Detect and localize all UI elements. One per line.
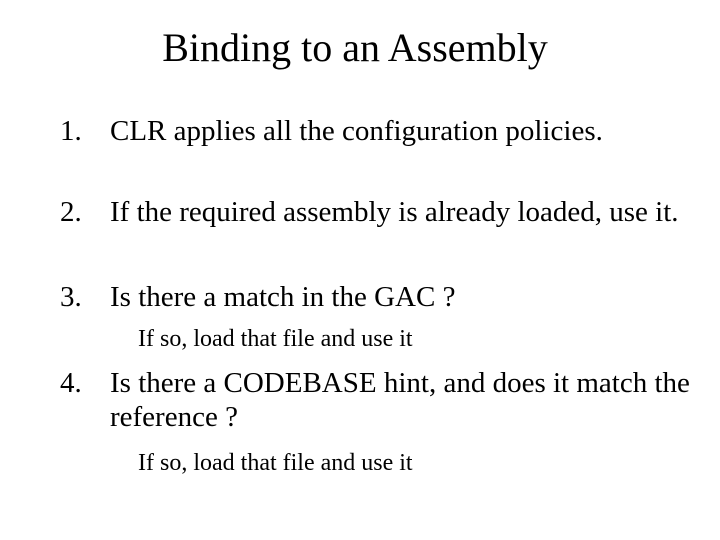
list-item-text: Is there a match in the GAC ?	[110, 281, 456, 313]
list-item-text: If the required assembly is already loaded, use it.	[110, 196, 679, 228]
slide-title: Binding to an Assembly	[162, 25, 548, 70]
list-item-number: 1.	[60, 115, 82, 147]
list-item-4-subtext: If so, load that file and use it	[138, 450, 413, 476]
list-item-text: Is there a CODEBASE hint, and does it match the reference ?	[110, 367, 690, 433]
list-item-number: 4.	[60, 367, 82, 399]
list-item-number: 2.	[60, 196, 82, 228]
list-item-text: CLR applies all the configuration policies.	[110, 115, 603, 147]
list-item-number: 3.	[60, 281, 82, 313]
list-item-3-subtext: If so, load that file and use it	[138, 326, 413, 352]
